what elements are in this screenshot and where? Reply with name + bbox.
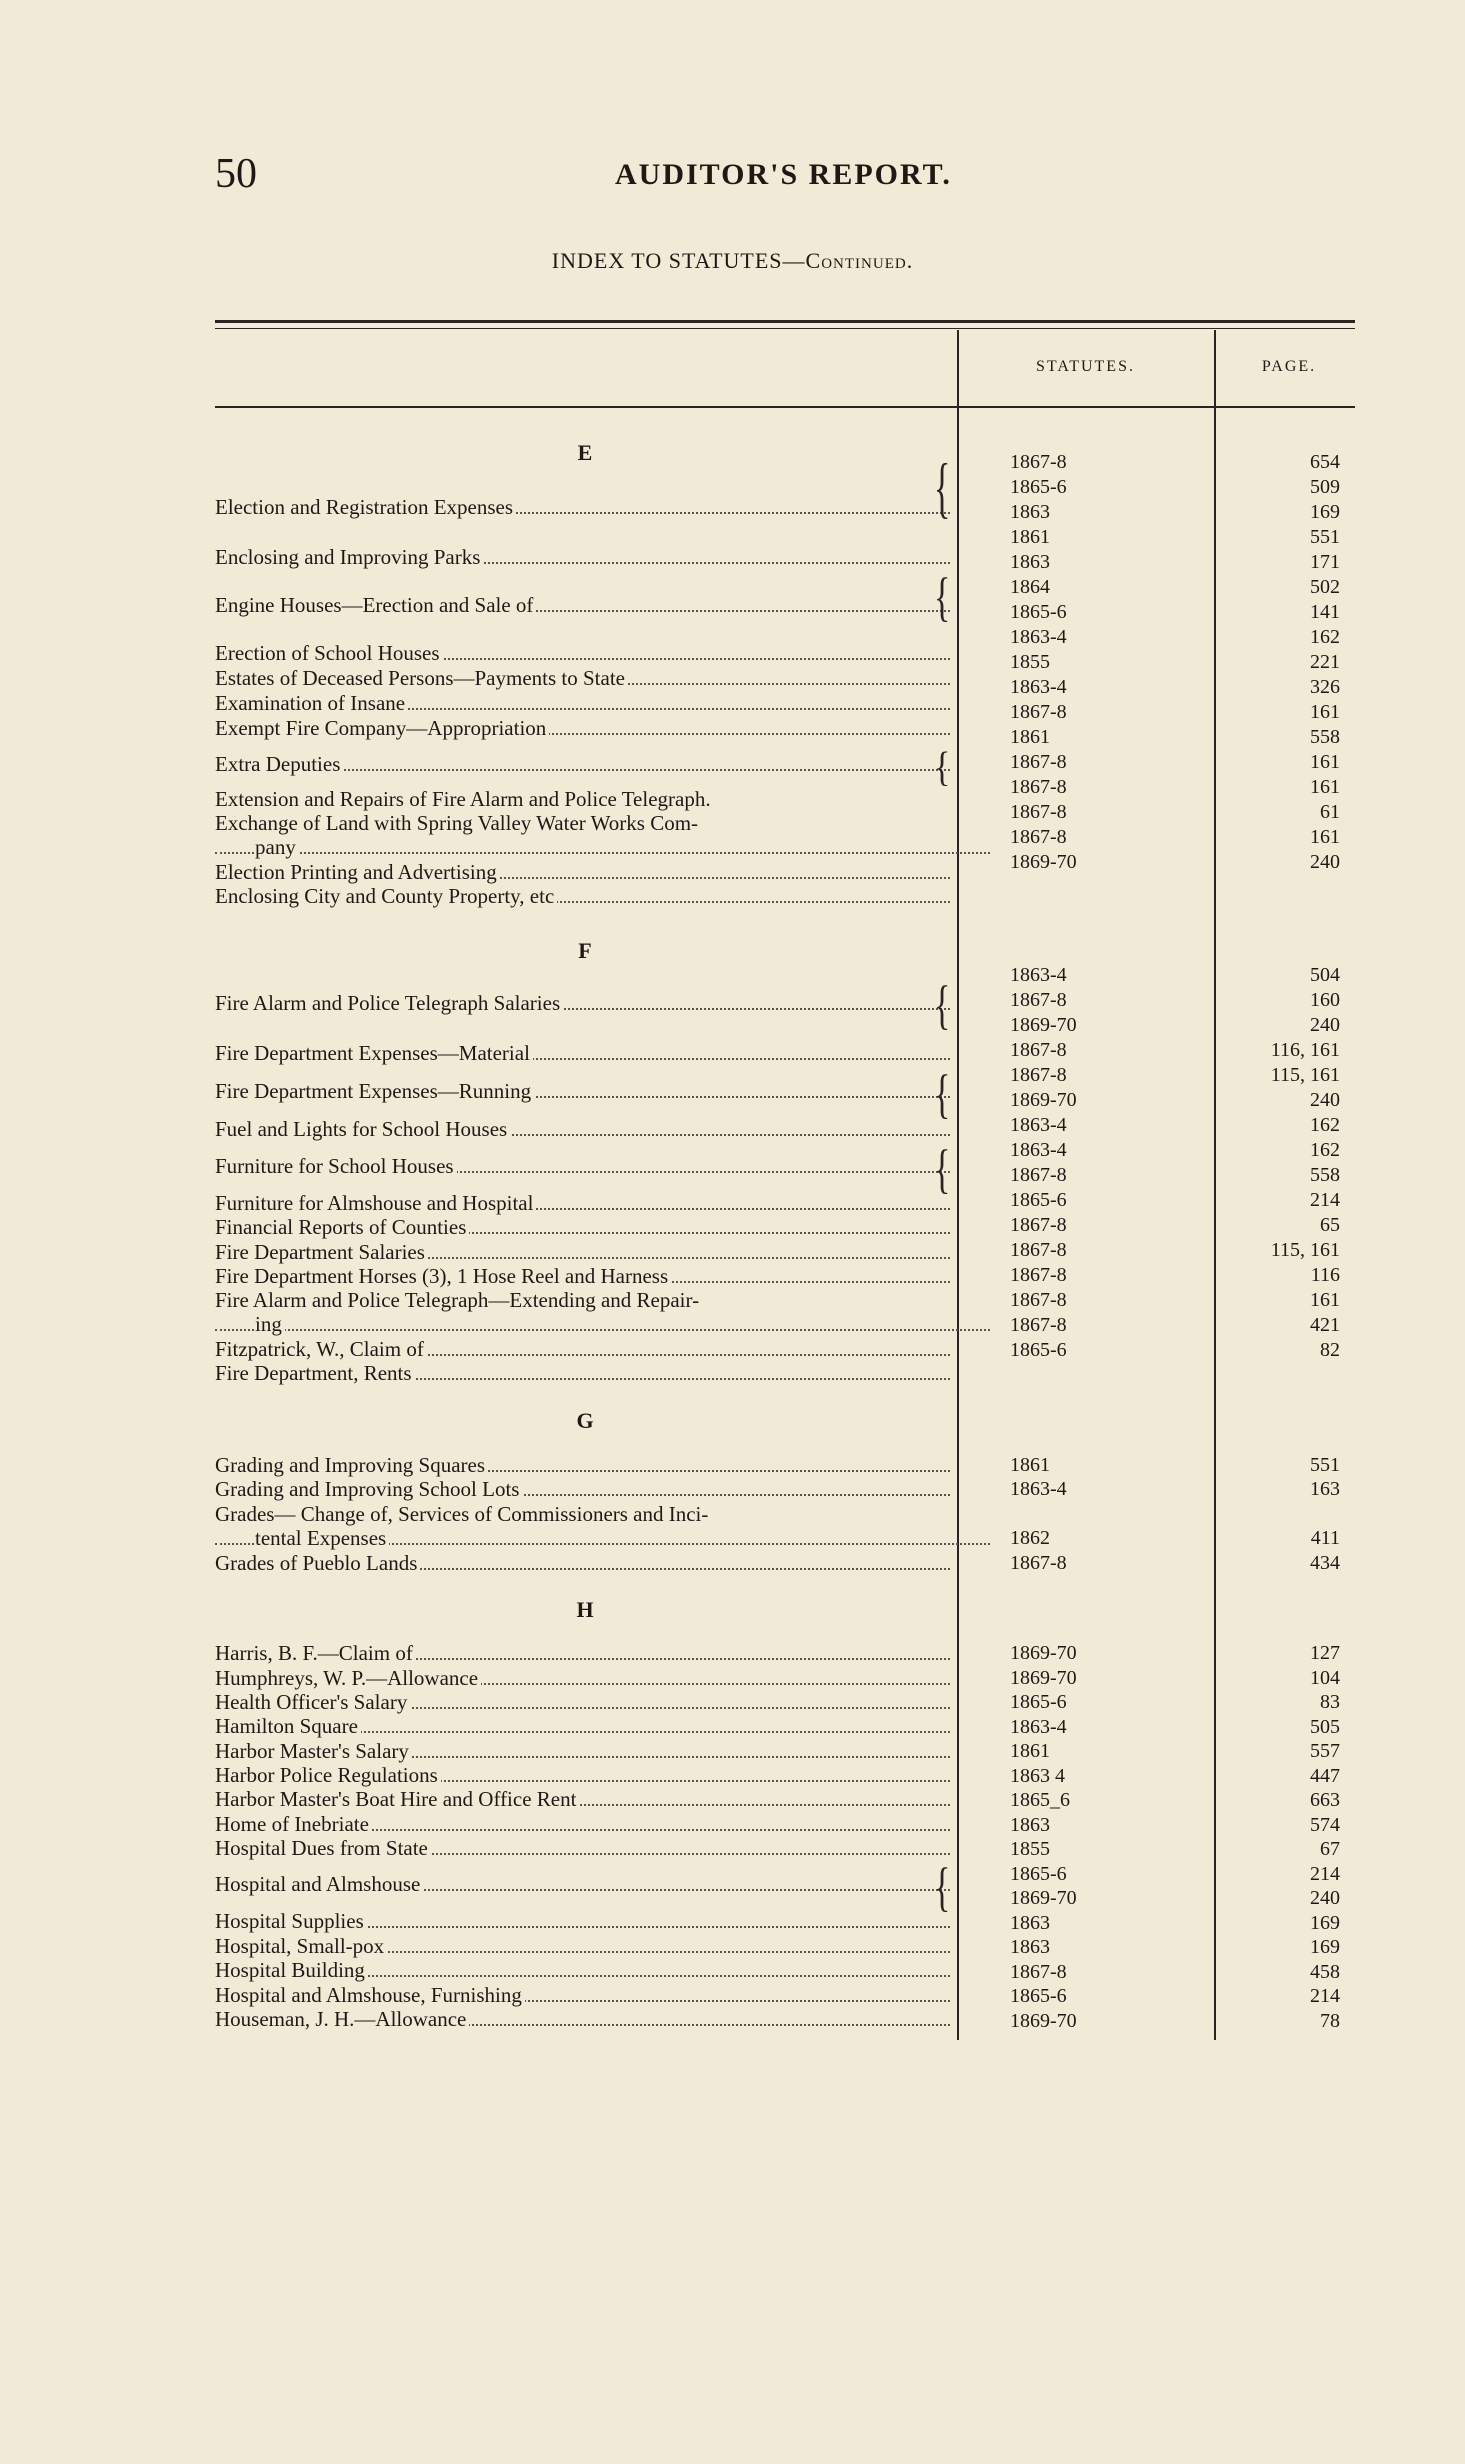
index-entry xyxy=(215,545,950,569)
index-entry xyxy=(215,835,990,859)
entry-label: Harbor Police Regulations xyxy=(215,1763,441,1787)
entry-label: Election and Registration Expenses xyxy=(215,495,516,519)
statute-year: 1861 xyxy=(1010,1740,1050,1762)
page-ref: 504 xyxy=(1310,964,1340,986)
entry-label: Harbor Master's Salary xyxy=(215,1739,412,1763)
index-entry xyxy=(215,1453,950,1477)
statute-year: 1867-8 xyxy=(1010,1164,1067,1186)
page-ref: 161 xyxy=(1310,751,1340,773)
statute-year: 1869-70 xyxy=(1010,1887,1077,1909)
statute-year: 1869-70 xyxy=(1010,2009,1077,2032)
statute-year: 1861 xyxy=(1010,726,1050,748)
statute-year: 1867-8 xyxy=(1010,1064,1067,1086)
index-entry xyxy=(215,1812,950,1836)
entry-label: Extra Deputies xyxy=(215,752,343,776)
page-ref: 162 xyxy=(1310,1114,1340,1136)
statute-year: 1865-6 xyxy=(1010,1691,1067,1713)
entry-label: Erection of School Houses xyxy=(215,641,443,665)
statute-year: 1867-8 xyxy=(1010,1214,1067,1236)
statute-year: 1861 xyxy=(1010,1454,1050,1476)
page-ref: 557 xyxy=(1310,1740,1340,1762)
statute-year: 1865-6 xyxy=(1010,1189,1067,1211)
page-ref: 115, 161 xyxy=(1270,1239,1340,1261)
page-ref: 169 xyxy=(1310,501,1340,523)
index-entry xyxy=(215,1836,950,1860)
entry-label: Extension and Repairs of Fire Alarm and Police Telegraph. xyxy=(215,787,714,811)
index-entry xyxy=(215,1117,950,1141)
subtitle-main: INDEX TO STATUTES— xyxy=(551,248,806,273)
page-ref: 654 xyxy=(1310,451,1340,473)
statute-year: 1867-8 xyxy=(1010,1552,1067,1574)
index-entry xyxy=(215,787,950,811)
statute-year: 1863-4 xyxy=(1010,626,1067,648)
statute-year: 1867-8 xyxy=(1010,1239,1067,1261)
index-subtitle xyxy=(0,248,1465,274)
page-ref: 161 xyxy=(1310,826,1340,848)
index-entry xyxy=(215,1714,950,1738)
entry-label: Fire Department Salaries xyxy=(215,1240,428,1264)
statute-year: 1863-4 xyxy=(1010,1478,1067,1500)
page-ref: 161 xyxy=(1310,701,1340,723)
page-ref: 214 xyxy=(1310,1862,1340,1885)
index-entry xyxy=(215,1641,950,1665)
statute-year: 1862 xyxy=(1010,1527,1050,1549)
index-entry xyxy=(215,811,950,835)
index-entry xyxy=(215,1288,950,1312)
statute-year: 1863-4 xyxy=(1010,1715,1067,1738)
entry-label: Fire Alarm and Police Telegraph—Extending and Repair- xyxy=(215,1288,702,1312)
dot-leader xyxy=(215,1329,990,1331)
entry-label: Fire Department Horses (3), 1 Hose Reel and Harness xyxy=(215,1264,671,1288)
statute-year: 1861 xyxy=(1010,526,1050,548)
entry-label: Grading and Improving School Lots xyxy=(215,1477,522,1501)
page-ref: 447 xyxy=(1310,1764,1340,1787)
index-entry xyxy=(215,1041,950,1065)
statute-year: 1863-4 xyxy=(1010,964,1067,986)
statute-year: 1863 xyxy=(1010,1813,1050,1836)
top-double-rule xyxy=(215,320,1355,323)
section-letter-g: G xyxy=(576,1408,594,1433)
entry-label: Enclosing and Improving Parks xyxy=(215,545,483,569)
page-ref: 509 xyxy=(1310,476,1340,498)
statute-year: 1869-70 xyxy=(1010,1089,1077,1111)
statute-year: 1863-4 xyxy=(1010,676,1067,698)
entry-label: ing xyxy=(255,1312,285,1336)
grouping-brace: { xyxy=(934,1858,951,1918)
entry-label: Financial Reports of Counties xyxy=(215,1215,469,1239)
page-ref: 65 xyxy=(1320,1214,1340,1236)
statute-year: 1855 xyxy=(1010,651,1050,673)
index-entry xyxy=(215,1154,950,1178)
page-ref: 458 xyxy=(1310,1960,1340,1983)
page-ref: 82 xyxy=(1320,1339,1340,1361)
index-entry xyxy=(215,666,950,690)
statute-year: 1865-6 xyxy=(1010,1862,1067,1885)
statute-year: 1855 xyxy=(1010,1838,1050,1860)
grouping-brace: { xyxy=(934,1140,951,1200)
page-ref: 116, 161 xyxy=(1270,1039,1340,1061)
index-entry xyxy=(215,495,950,519)
entry-label: Grades— Change of, Services of Commissioners and Inci- xyxy=(215,1502,711,1526)
statute-year: 1863 4 xyxy=(1010,1764,1065,1787)
index-entry xyxy=(215,1787,950,1811)
entry-label: Fire Alarm and Police Telegraph Salaries xyxy=(215,991,563,1015)
page-ref: 162 xyxy=(1310,1139,1340,1161)
entry-label: Exchange of Land with Spring Valley Water Works Com- xyxy=(215,811,701,835)
page-ref: 502 xyxy=(1310,576,1340,598)
index-entry xyxy=(215,593,950,617)
statute-year: 1863 xyxy=(1010,1936,1050,1958)
entry-label: Fuel and Lights for School Houses xyxy=(215,1117,510,1141)
entry-label: Hospital Dues from State xyxy=(215,1836,431,1860)
entry-label: Health Officer's Salary xyxy=(215,1690,410,1714)
entry-label: Furniture for School Houses xyxy=(215,1154,457,1178)
page-ref: 240 xyxy=(1310,1887,1340,1909)
statute-year: 1867-8 xyxy=(1010,1314,1067,1336)
top-double-rule-thin xyxy=(215,328,1355,329)
page-ref: 434 xyxy=(1310,1552,1340,1574)
statute-year: 1865-6 xyxy=(1010,1339,1067,1361)
page-ref: 505 xyxy=(1310,1715,1340,1738)
index-entry xyxy=(215,1739,950,1763)
index-entry xyxy=(215,641,950,665)
page-ref: 115, 161 xyxy=(1270,1064,1340,1086)
index-entry xyxy=(215,1934,950,1958)
entry-label: Houseman, J. H.—Allowance xyxy=(215,2007,469,2031)
statute-year: 1869-70 xyxy=(1010,1666,1077,1689)
entry-label: Hamilton Square xyxy=(215,1714,361,1738)
page-ref: 169 xyxy=(1310,1936,1340,1958)
column-divider-page xyxy=(1214,330,1216,2040)
entry-label: Fire Department Expenses—Material xyxy=(215,1041,533,1065)
statute-year: 1869-70 xyxy=(1010,1014,1077,1036)
page-ref: 214 xyxy=(1310,1189,1340,1211)
entry-label: Home of Inebriate xyxy=(215,1812,372,1836)
grouping-brace: { xyxy=(934,976,951,1036)
page-ref: 83 xyxy=(1320,1691,1340,1713)
page-ref: 161 xyxy=(1310,776,1340,798)
section-letter-f: F xyxy=(578,938,592,963)
index-entry xyxy=(215,1079,950,1103)
page-ref: 221 xyxy=(1310,651,1340,673)
entry-label: Harris, B. F.—Claim of xyxy=(215,1641,416,1665)
statute-year: 1867-8 xyxy=(1010,1289,1067,1311)
entry-label: Hospital, Small-pox xyxy=(215,1934,387,1958)
statute-year: 1865-6 xyxy=(1010,476,1067,498)
page-header xyxy=(215,150,1365,200)
index-entry xyxy=(215,991,950,1015)
page-ref: 558 xyxy=(1310,726,1340,748)
index-entry xyxy=(215,1191,950,1215)
running-title: AUDITOR'S REPORT. xyxy=(615,158,952,191)
statute-year: 1867-8 xyxy=(1010,751,1067,773)
entry-label: Estates of Deceased Persons—Payments to State xyxy=(215,666,628,690)
dot-leader xyxy=(215,852,990,854)
entry-label: tental Expenses xyxy=(255,1526,389,1550)
index-entry xyxy=(215,1551,950,1575)
statute-year: 1867-8 xyxy=(1010,701,1067,723)
statute-year: 1863-4 xyxy=(1010,1114,1067,1136)
index-entry xyxy=(215,752,950,776)
index-entry xyxy=(215,1909,950,1933)
statute-year: 1867-8 xyxy=(1010,826,1067,848)
index-entry xyxy=(215,2007,950,2031)
entry-label: Hospital Supplies xyxy=(215,1909,367,1933)
entry-label: Hospital Building xyxy=(215,1958,368,1982)
page-ref: 551 xyxy=(1310,1454,1340,1476)
page-ref: 116 xyxy=(1310,1264,1340,1286)
page-ref: 214 xyxy=(1310,1985,1340,2007)
entry-label: Hospital and Almshouse, Furnishing xyxy=(215,1983,525,2007)
entry-label: Humphreys, W. P.—Allowance xyxy=(215,1666,481,1690)
page-ref: 160 xyxy=(1310,989,1340,1011)
entry-label: Hospital and Almshouse xyxy=(215,1872,423,1896)
index-entry xyxy=(215,1763,950,1787)
index-entry xyxy=(215,860,950,884)
index-entry xyxy=(215,1477,950,1501)
page-ref: 171 xyxy=(1310,551,1340,573)
index-entry xyxy=(215,1264,950,1288)
grouping-brace: { xyxy=(934,1065,951,1125)
index-entry xyxy=(215,1690,950,1714)
index-entry xyxy=(215,1337,950,1361)
index-entry xyxy=(215,1983,950,2007)
page-ref: 421 xyxy=(1310,1314,1340,1336)
page-ref: 61 xyxy=(1320,801,1340,823)
statute-year: 1865-6 xyxy=(1010,601,1067,623)
page-column-header: PAGE. xyxy=(1261,358,1317,375)
statute-year: 1867-8 xyxy=(1010,776,1067,798)
index-entry xyxy=(215,1958,950,1982)
grouping-brace: { xyxy=(934,452,951,526)
index-entry xyxy=(215,691,950,715)
page-ref: 240 xyxy=(1310,1089,1340,1111)
page-ref: 574 xyxy=(1310,1813,1340,1836)
statute-year: 1864 xyxy=(1010,576,1050,598)
entry-label: Exempt Fire Company—Appropriation xyxy=(215,716,549,740)
statute-year: 1869-70 xyxy=(1010,1642,1077,1664)
page-ref: 663 xyxy=(1310,1789,1340,1811)
page-ref: 162 xyxy=(1310,626,1340,648)
statute-year: 1863 xyxy=(1010,1911,1050,1934)
statute-year: 1865-6 xyxy=(1010,1985,1067,2007)
entry-label: Election Printing and Advertising xyxy=(215,860,500,884)
section-letter-h: H xyxy=(576,1597,594,1622)
statute-year: 1867-8 xyxy=(1010,801,1067,823)
column-divider-statutes xyxy=(957,330,959,2040)
index-entry xyxy=(215,1502,950,1526)
page-ref: 169 xyxy=(1310,1911,1340,1934)
statute-year: 1867-8 xyxy=(1010,1264,1067,1286)
statute-year: 1863 xyxy=(1010,551,1050,573)
entry-label: Harbor Master's Boat Hire and Office Rent xyxy=(215,1787,579,1811)
statute-year: 1867-8 xyxy=(1010,451,1067,473)
page-ref: 411 xyxy=(1310,1527,1340,1549)
index-entry xyxy=(215,1312,990,1336)
page-ref: 141 xyxy=(1310,601,1340,623)
page-ref: 240 xyxy=(1310,851,1340,873)
entry-label: Furniture for Almshouse and Hospital xyxy=(215,1191,536,1215)
page-number: 50 xyxy=(215,151,257,197)
header-rule xyxy=(215,406,1355,408)
page-ref: 558 xyxy=(1310,1164,1340,1186)
statutes-column-header: STATUTES. xyxy=(1036,358,1135,375)
entry-label: Engine Houses—Erection and Sale of xyxy=(215,593,536,617)
page-ref: 78 xyxy=(1320,2009,1340,2032)
index-entry xyxy=(215,1526,990,1550)
page-ref: 240 xyxy=(1310,1014,1340,1036)
index-entry xyxy=(215,1872,950,1896)
index-entry xyxy=(215,1240,950,1264)
page-ref: 326 xyxy=(1310,676,1340,698)
grouping-brace: { xyxy=(934,745,951,790)
page-ref: 551 xyxy=(1310,526,1340,548)
entry-label: Fire Department, Rents xyxy=(215,1361,415,1385)
grouping-brace: { xyxy=(934,568,951,628)
page-ref: 104 xyxy=(1310,1666,1340,1689)
entry-label: Grades of Pueblo Lands xyxy=(215,1551,420,1575)
page-ref: 163 xyxy=(1310,1478,1340,1500)
statute-year: 1865_6 xyxy=(1010,1789,1070,1811)
index-entry xyxy=(215,884,950,908)
entry-label: Fitzpatrick, W., Claim of xyxy=(215,1337,427,1361)
section-letter-e: E xyxy=(577,440,593,465)
index-entry xyxy=(215,1215,950,1239)
page-ref: 161 xyxy=(1310,1289,1340,1311)
statute-year: 1863 xyxy=(1010,501,1050,523)
statute-year: 1863-4 xyxy=(1010,1139,1067,1161)
page-ref: 67 xyxy=(1320,1838,1340,1860)
subtitle-continued: Continued. xyxy=(805,248,914,273)
statute-year: 1867-8 xyxy=(1010,1960,1067,1983)
index-entry xyxy=(215,1666,950,1690)
entry-label: Fire Department Expenses—Running xyxy=(215,1079,534,1103)
statute-year: 1867-8 xyxy=(1010,989,1067,1011)
index-entry xyxy=(215,716,950,740)
statute-year: 1869-70 xyxy=(1010,851,1077,873)
statute-year: 1867-8 xyxy=(1010,1039,1067,1061)
page-ref: 127 xyxy=(1310,1642,1340,1664)
entry-label: pany xyxy=(255,835,299,859)
entry-label: Enclosing City and County Property, etc xyxy=(215,884,557,908)
entry-label: Examination of Insane xyxy=(215,691,408,715)
entry-label: Grading and Improving Squares xyxy=(215,1453,488,1477)
index-entry xyxy=(215,1361,950,1385)
